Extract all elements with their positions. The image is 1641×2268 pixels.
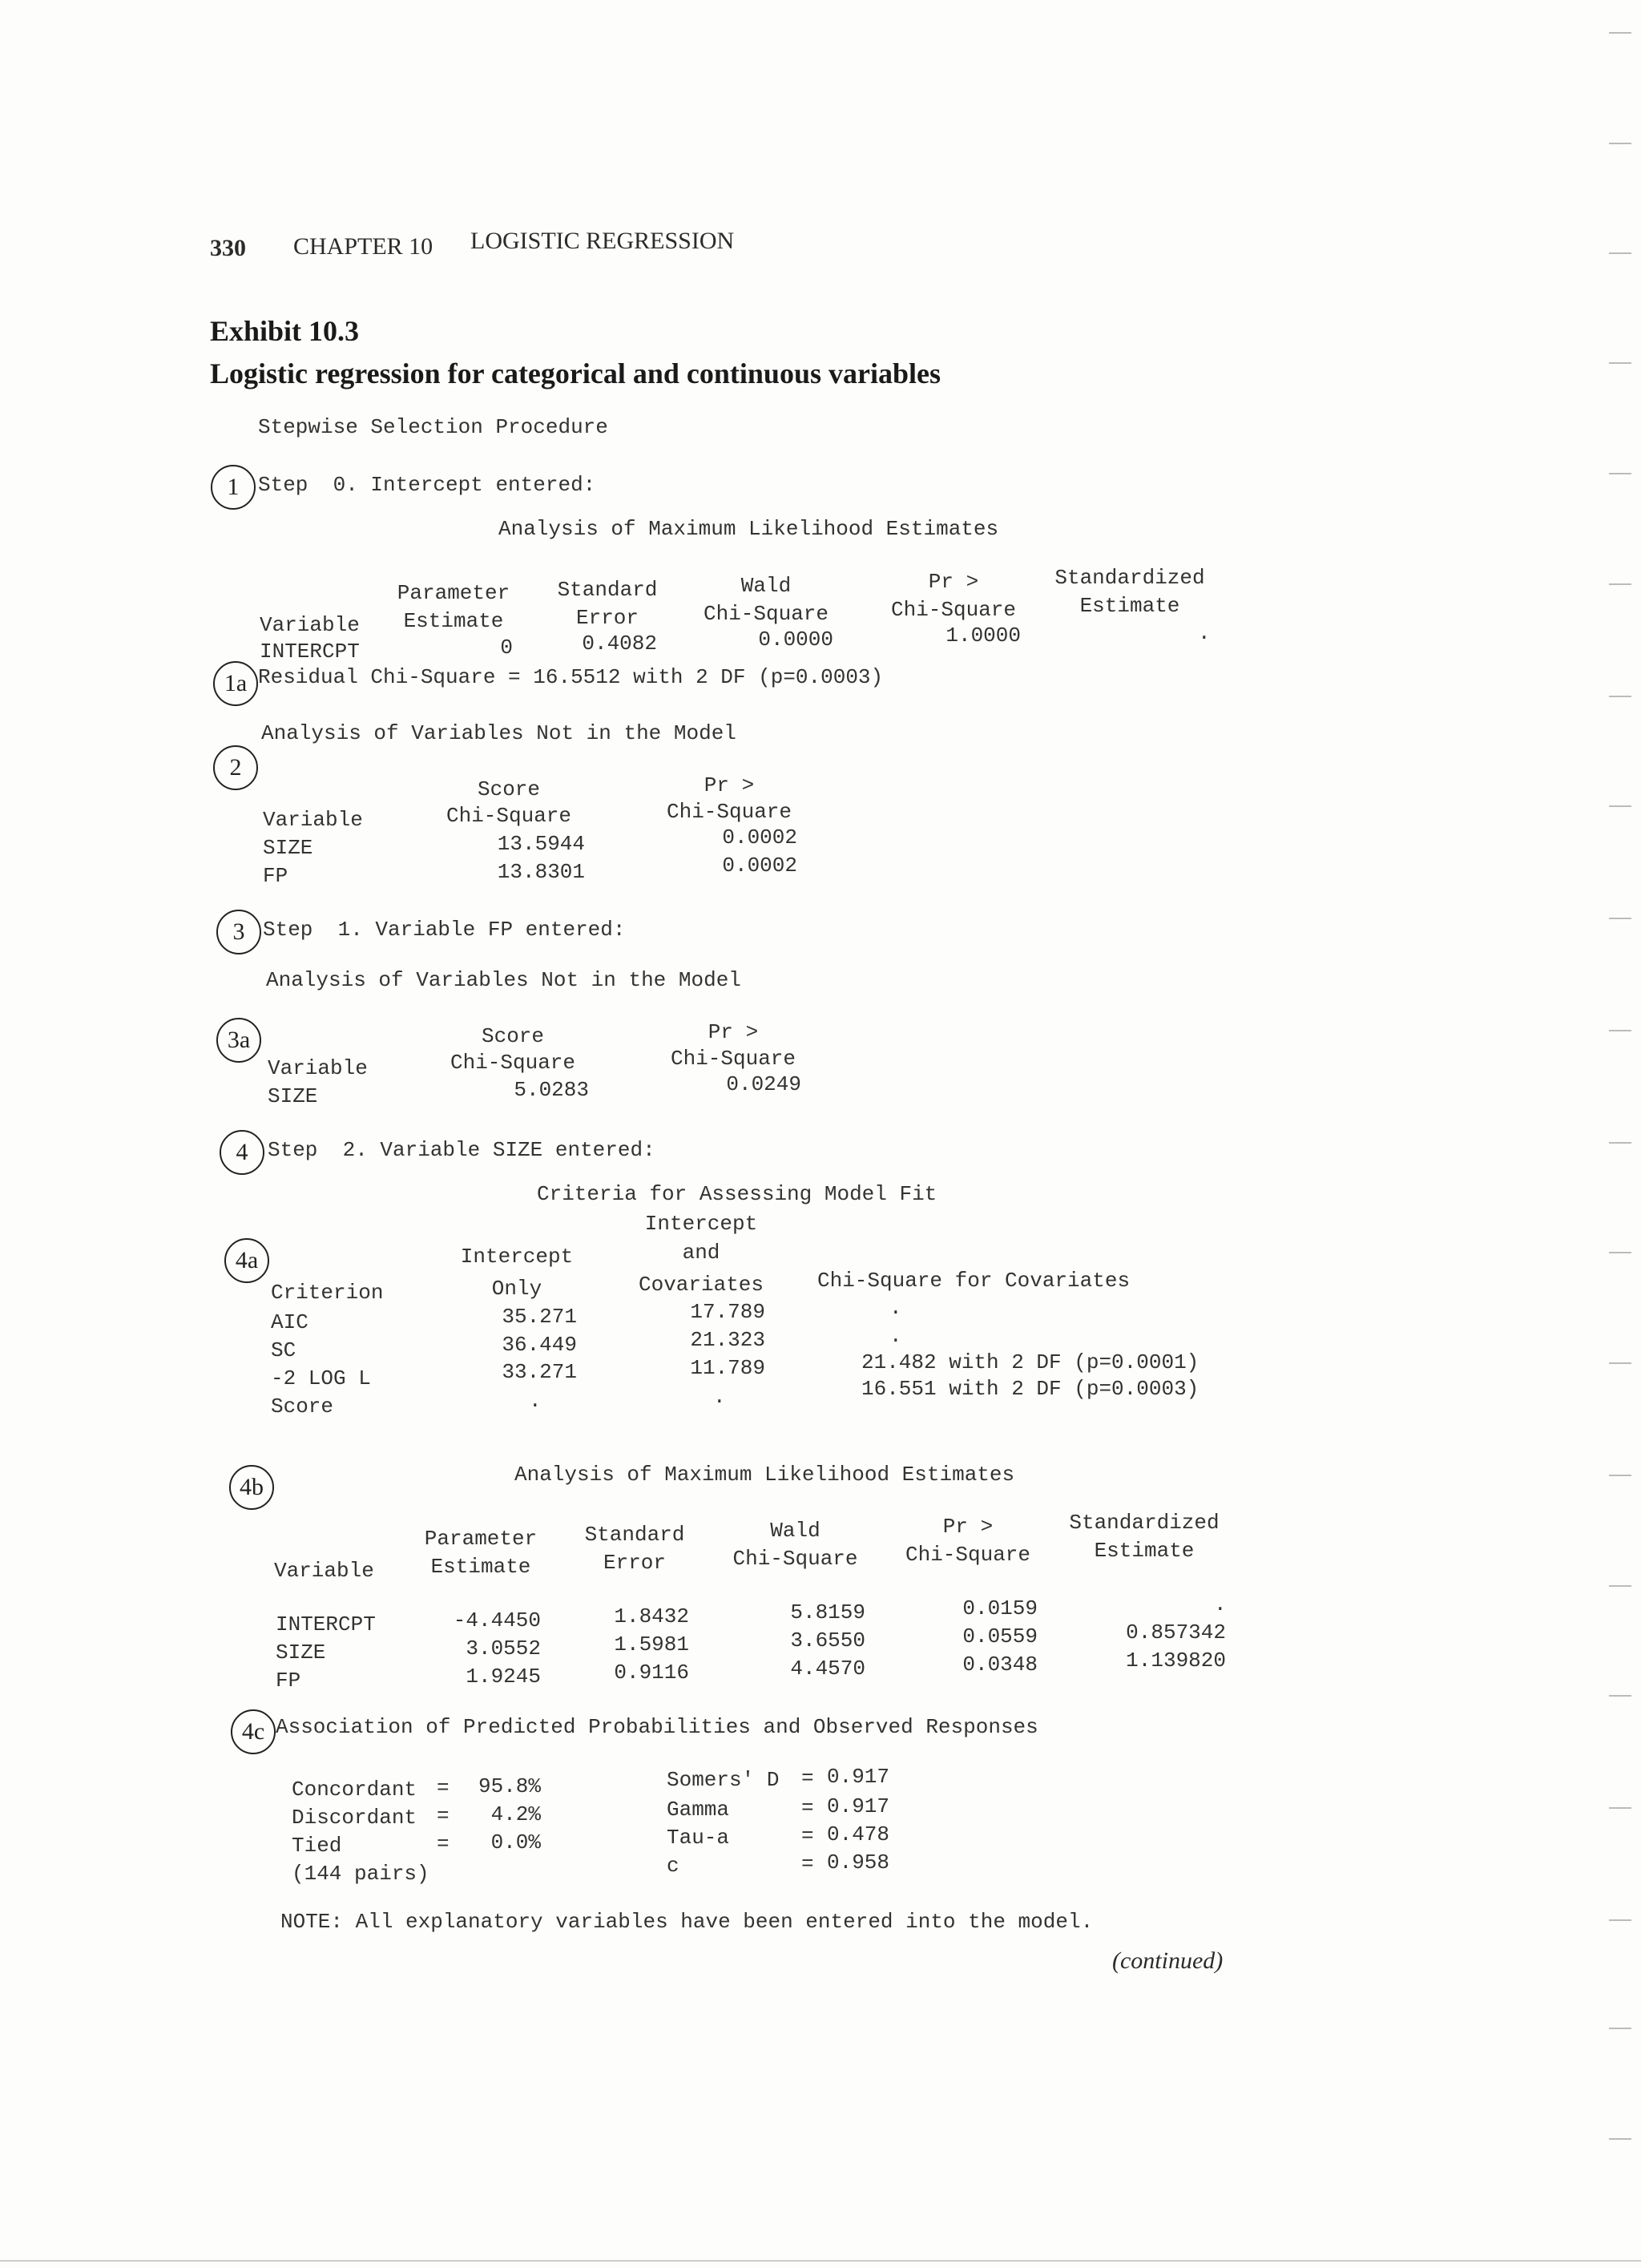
step0-row-estimate: 0 — [500, 636, 513, 660]
mle2-row-pr: 0.0559 — [962, 1624, 1038, 1649]
margin-mark — [1609, 583, 1631, 585]
fit-row-only: 35.271 — [502, 1305, 577, 1329]
fit-h-intcov-2: and — [682, 1241, 720, 1265]
mle2-row-estimate: -4.4450 — [453, 1608, 541, 1632]
fit-h-intonly-2: Only — [491, 1277, 542, 1301]
note: NOTE: All explanatory variables have been entered into the model. — [280, 1910, 1094, 1934]
mle2-h-pr-2: Chi-Square — [905, 1543, 1031, 1567]
margin-mark — [1609, 362, 1631, 364]
assoc-left-eq: = — [437, 1804, 450, 1828]
margin-mark — [1609, 1807, 1631, 1809]
marker-4: 4 — [220, 1130, 264, 1175]
fit-row-only: . — [529, 1389, 542, 1413]
residual-chi-square: Residual Chi-Square = 16.5512 with 2 DF (p=0.0003) — [258, 665, 884, 689]
step0-row-error: 0.4082 — [582, 632, 657, 656]
margin-mark — [1609, 1475, 1631, 1476]
assoc-left-eq: = — [437, 1832, 450, 1856]
mle2-h-pr-1: Pr > — [942, 1515, 994, 1539]
step0-h-std-2: Estimate — [1079, 594, 1180, 618]
assoc-left-value: 95.8% — [478, 1774, 541, 1798]
assoc-left-label: Tied — [292, 1834, 342, 1858]
exhibit-title: Logistic regression for categorical and continuous variables — [210, 357, 941, 389]
step0-line: Step 0. Intercept entered: — [258, 473, 596, 497]
not-in-model-title-1: Analysis of Variables Not in the Model — [261, 721, 736, 745]
step0-row-pr: 1.0000 — [945, 623, 1021, 648]
marker-1a: 1a — [213, 661, 258, 706]
margin-mark — [1609, 1585, 1631, 1587]
nim1-h-variable: Variable — [263, 808, 363, 832]
fit-row-chi: 21.482 with 2 DF (p=0.0001) — [861, 1350, 1200, 1374]
fit-h-intcov-1: Intercept — [644, 1212, 758, 1236]
procedure-title: Stepwise Selection Procedure — [258, 415, 608, 439]
step0-h-wald-2: Chi-Square — [703, 602, 829, 626]
nim1-h-pr-1: Pr > — [704, 773, 755, 797]
assoc-right-eq: = — [801, 1852, 814, 1876]
mle2-row-error: 1.8432 — [614, 1604, 689, 1628]
margin-mark — [1609, 2028, 1631, 2029]
model-fit-title: Criteria for Assessing Model Fit — [537, 1182, 937, 1206]
margin-mark — [1609, 1142, 1631, 1144]
assoc-left-label: Concordant — [292, 1778, 417, 1802]
mle2-h-std-2: Estimate — [1094, 1539, 1195, 1563]
continued-label: (continued) — [1112, 1947, 1224, 1974]
step1-line: Step 1. Variable FP entered: — [263, 918, 626, 942]
assoc-right-label: c — [667, 1854, 679, 1878]
step0-h-se-2: Error — [575, 606, 639, 630]
marker-3: 3 — [216, 910, 261, 954]
assoc-right-value: 0.917 — [827, 1765, 890, 1789]
chapter-title: LOGISTIC REGRESSION — [470, 228, 735, 254]
nim1-row-pr: 0.0002 — [722, 825, 797, 849]
fit-row-chi: . — [889, 1296, 902, 1320]
assoc-right-label: Tau-a — [667, 1826, 730, 1850]
margin-mark — [1609, 252, 1631, 254]
mle2-h-se-2: Error — [603, 1551, 666, 1575]
nim2-h-score-1: Score — [481, 1024, 544, 1048]
marker-4b: 4b — [229, 1465, 274, 1510]
nim1-row-score: 13.8301 — [497, 860, 585, 884]
margin-mark — [1609, 696, 1631, 697]
step0-h-se-1: Standard — [557, 578, 658, 602]
nim1-h-score-2: Chi-Square — [446, 804, 572, 828]
nim2-h-pr-1: Pr > — [708, 1020, 759, 1044]
step0-h-std-1: Standardized — [1054, 566, 1205, 590]
chapter-label: CHAPTER 10 — [293, 233, 433, 260]
fit-h-criterion: Criterion — [271, 1281, 384, 1305]
mle2-h-std-1: Standardized — [1069, 1511, 1220, 1535]
mle2-h-param-2: Estimate — [430, 1555, 531, 1579]
margin-mark — [1609, 2138, 1631, 2140]
assoc-right-value: 0.958 — [827, 1850, 890, 1875]
mle2-row-estimate: 3.0552 — [466, 1636, 541, 1661]
nim2-row-pr: 0.0249 — [726, 1072, 801, 1096]
assoc-left-value: 0.0% — [490, 1830, 541, 1854]
fit-row-criterion: SC — [271, 1338, 296, 1362]
assoc-right-label: Somers' D — [667, 1768, 780, 1792]
step0-row-std: . — [1198, 621, 1211, 645]
assoc-pairs: (144 pairs) — [292, 1862, 429, 1886]
mle2-h-wald-1: Wald — [770, 1519, 820, 1543]
margin-mark — [1609, 143, 1631, 144]
assoc-right-eq: = — [801, 1824, 814, 1848]
margin-mark — [1609, 1362, 1631, 1364]
mle2-row-error: 1.5981 — [614, 1632, 689, 1657]
mle2-row-pr: 0.0348 — [962, 1653, 1038, 1677]
marker-3a: 3a — [216, 1018, 261, 1063]
fit-h-intcov-3: Covariates — [638, 1273, 764, 1297]
margin-mark — [1609, 1695, 1631, 1697]
marker-4a: 4a — [224, 1238, 269, 1283]
assoc-left-label: Discordant — [292, 1806, 417, 1830]
fit-row-cov: 17.789 — [690, 1300, 765, 1324]
mle2-row-estimate: 1.9245 — [466, 1665, 541, 1689]
nim1-row-variable: SIZE — [263, 836, 313, 860]
association-title: Association of Predicted Probabilities and Observed Responses — [276, 1715, 1038, 1739]
margin-mark — [1609, 1252, 1631, 1253]
nim2-h-score-2: Chi-Square — [450, 1051, 576, 1075]
step0-h-variable: Variable — [260, 613, 360, 637]
margin-mark — [1609, 1919, 1631, 1921]
exhibit-label: Exhibit 10.3 — [210, 315, 360, 347]
mle2-row-wald: 5.8159 — [790, 1600, 865, 1624]
fit-row-criterion: -2 LOG L — [271, 1366, 371, 1390]
nim2-h-pr-2: Chi-Square — [670, 1047, 796, 1071]
assoc-right-eq: = — [801, 1796, 814, 1820]
mle2-row-wald: 3.6550 — [790, 1628, 865, 1653]
mle2-h-wald-2: Chi-Square — [732, 1547, 858, 1571]
assoc-right-label: Gamma — [667, 1798, 730, 1822]
marker-1: 1 — [211, 465, 256, 510]
step0-h-param-1: Parameter — [397, 581, 510, 605]
mle2-row-variable: FP — [276, 1669, 301, 1693]
nim1-h-score-1: Score — [477, 777, 540, 801]
margin-mark — [1609, 473, 1631, 474]
margin-mark — [1609, 32, 1631, 34]
fit-row-cov: 21.323 — [690, 1328, 765, 1352]
mle2-row-std: . — [1214, 1592, 1227, 1616]
assoc-right-value: 0.478 — [827, 1822, 890, 1846]
step0-h-wald-1: Wald — [740, 574, 792, 598]
mle2-row-variable: INTERCPT — [276, 1612, 376, 1636]
mle2-row-error: 0.9116 — [614, 1661, 689, 1685]
assoc-left-value: 4.2% — [490, 1802, 541, 1826]
step0-row-variable: INTERCPT — [260, 640, 360, 664]
marker-4c: 4c — [231, 1709, 276, 1754]
mle2-row-variable: SIZE — [276, 1640, 326, 1665]
mle2-row-wald: 4.4570 — [790, 1657, 865, 1681]
margin-mark — [1609, 805, 1631, 807]
mle2-row-std: 1.139820 — [1126, 1649, 1226, 1673]
mle2-h-se-1: Standard — [584, 1523, 685, 1547]
step2-line: Step 2. Variable SIZE entered: — [268, 1138, 655, 1162]
marker-2: 2 — [213, 745, 258, 790]
step0-h-pr-2: Chi-Square — [890, 598, 1017, 622]
mle2-row-pr: 0.0159 — [962, 1596, 1038, 1620]
scan-edge — [0, 2260, 1641, 2262]
margin-mark — [1609, 1030, 1631, 1031]
mle2-row-std: 0.857342 — [1126, 1620, 1226, 1645]
fit-row-cov: . — [713, 1385, 726, 1409]
fit-row-only: 33.271 — [502, 1360, 577, 1384]
page-number: 330 — [210, 235, 246, 261]
margin-mark — [1609, 918, 1631, 919]
fit-row-chi: . — [889, 1324, 902, 1348]
assoc-left-eq: = — [437, 1776, 450, 1800]
mle2-h-param-1: Parameter — [424, 1527, 538, 1551]
step0-table-title: Analysis of Maximum Likelihood Estimates — [498, 517, 999, 541]
fit-row-chi: 16.551 with 2 DF (p=0.0003) — [861, 1377, 1200, 1401]
nim1-row-variable: FP — [263, 864, 288, 888]
mle2-title: Analysis of Maximum Likelihood Estimates — [514, 1463, 1015, 1487]
fit-row-only: 36.449 — [502, 1333, 577, 1357]
fit-row-criterion: AIC — [271, 1310, 308, 1334]
fit-h-intonly-1: Intercept — [460, 1245, 574, 1269]
not-in-model-title-2: Analysis of Variables Not in the Model — [266, 968, 741, 992]
step0-h-pr-1: Pr > — [928, 570, 979, 594]
step0-row-wald: 0.0000 — [758, 628, 833, 652]
fit-row-cov: 11.789 — [690, 1356, 765, 1380]
mle2-h-variable: Variable — [274, 1559, 374, 1583]
fit-h-chi-cov: Chi-Square for Covariates — [817, 1269, 1131, 1293]
fit-row-criterion: Score — [271, 1394, 334, 1419]
nim1-row-pr: 0.0002 — [722, 854, 797, 878]
nim1-h-pr-2: Chi-Square — [666, 800, 792, 824]
assoc-right-value: 0.917 — [827, 1794, 890, 1818]
nim2-row-score: 5.0283 — [514, 1078, 589, 1102]
nim1-row-score: 13.5944 — [497, 832, 585, 856]
nim2-row-variable: SIZE — [268, 1084, 318, 1108]
step0-h-param-2: Estimate — [403, 609, 504, 633]
assoc-right-eq: = — [801, 1766, 814, 1790]
nim2-h-variable: Variable — [268, 1056, 368, 1080]
